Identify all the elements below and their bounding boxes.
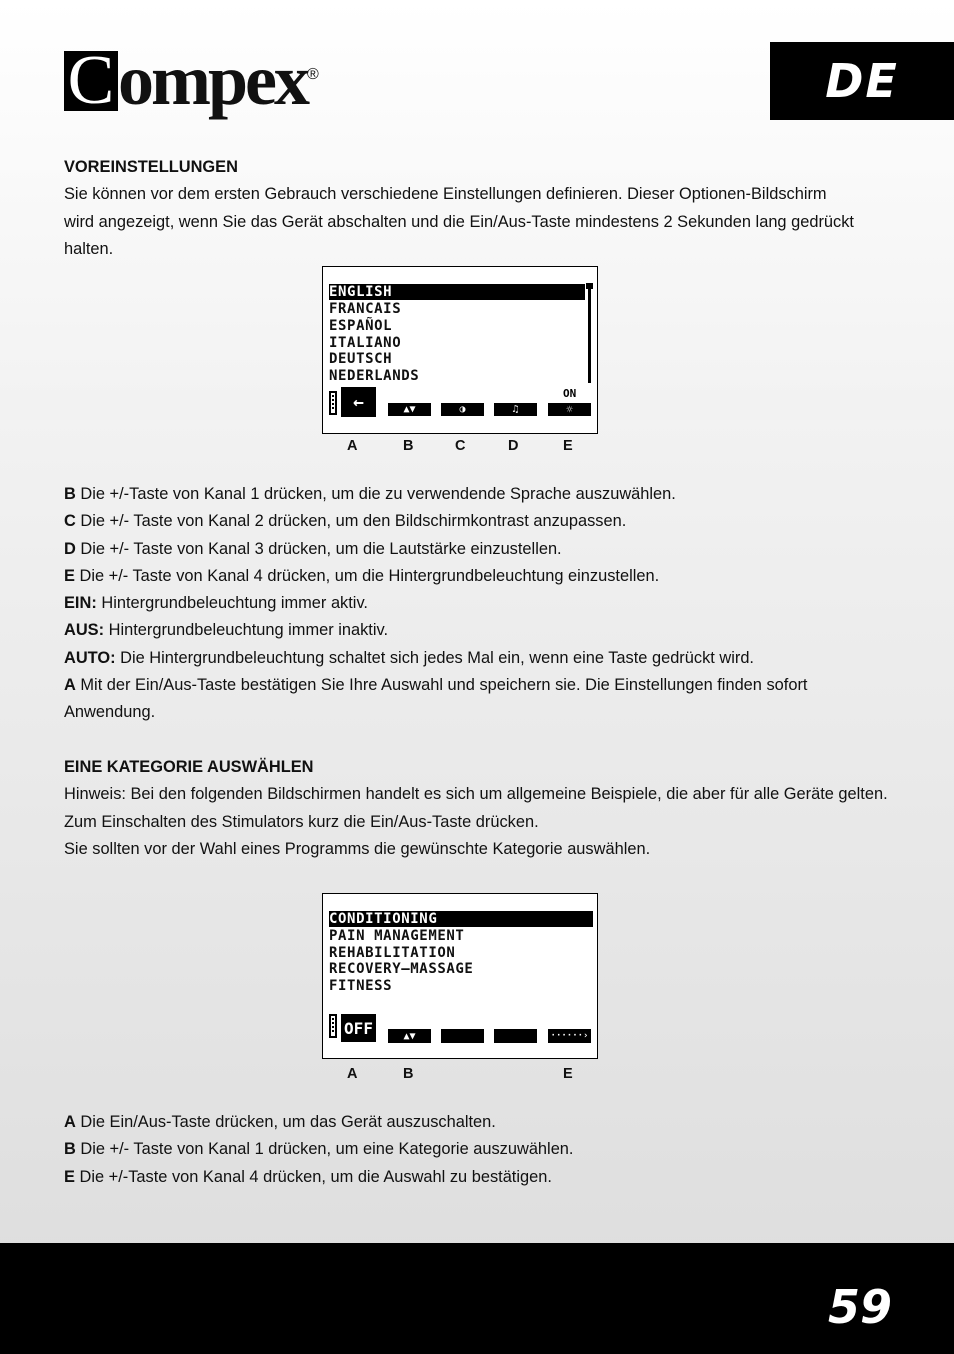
backlight-icon: ☼ bbox=[548, 403, 591, 416]
key-letter: C bbox=[455, 438, 466, 454]
section-preset-keys bbox=[64, 481, 894, 727]
paragraph-line: Sie sollten vor der Wahl eines Programms die gewünschte Kategorie auswählen. bbox=[64, 839, 651, 858]
key-description: E Die +/-Taste von Kanal 4 drücken, um die Auswahl zu bestätigen. bbox=[64, 1167, 552, 1186]
key-description: Anwendung. bbox=[64, 703, 156, 722]
key-description: A Die Ein/Aus-Taste drücken, um das Gerät auszuschalten. bbox=[64, 1113, 496, 1131]
key-letter: B bbox=[403, 1066, 414, 1082]
key-description: AUTO: Die Hintergrundbeleuchtung schaltet sich jedes Mal ein, wenn eine Taste gedrückt wird. bbox=[64, 648, 754, 667]
menu-item: NEDERLANDS bbox=[329, 368, 420, 384]
section-heading: EINE KATEGORIE AUSWÄHLEN bbox=[64, 758, 314, 776]
menu-item: ITALIANO bbox=[329, 335, 402, 351]
battery-icon bbox=[329, 1014, 337, 1038]
menu-item: RECOVERY–MASSAGE bbox=[329, 961, 474, 977]
key-letter: A bbox=[347, 438, 358, 454]
device-screen-category bbox=[322, 893, 598, 1059]
key-description: A Mit der Ein/Aus-Taste bestätigen Sie Ihre Auswahl und speichern sie. Die Einstellungen finden sofort bbox=[64, 676, 808, 695]
footer-bar bbox=[0, 1243, 954, 1354]
logo-wordmark: ompex bbox=[118, 40, 307, 120]
registered-mark: ® bbox=[306, 66, 319, 83]
backlight-state-label: ON bbox=[563, 387, 577, 400]
arrow-right-icon: ······› bbox=[548, 1029, 591, 1043]
power-off-key: OFF bbox=[341, 1014, 376, 1042]
key-letter: E bbox=[563, 438, 573, 454]
key-description: D Die +/- Taste von Kanal 3 drücken, um die Lautstärke einzustellen. bbox=[64, 539, 562, 558]
key-description: C Die +/- Taste von Kanal 2 drücken, um den Bildschirmkontrast anzupassen. bbox=[64, 512, 627, 531]
menu-item: FRANCAIS bbox=[329, 301, 402, 317]
menu-item: ESPAÑOL bbox=[329, 318, 393, 334]
scrollbar-track bbox=[588, 285, 591, 383]
arrow-left-icon: ← bbox=[341, 387, 376, 417]
logo-letter-c: C bbox=[64, 51, 118, 111]
paragraph-line: wird angezeigt, wenn Sie das Gerät abschalten und die Ein/Aus-Taste mindestens 2 Sekunden lang gedrückt bbox=[64, 212, 854, 231]
menu-item: FITNESS bbox=[329, 978, 393, 994]
key-letter: E bbox=[563, 1066, 573, 1082]
up-down-arrows-icon: ▲▼ bbox=[388, 403, 431, 416]
key-letter: A bbox=[347, 1066, 358, 1082]
blank-function-key bbox=[441, 1029, 484, 1043]
menu-item: REHABILITATION bbox=[329, 945, 456, 961]
key-letter: B bbox=[403, 438, 414, 454]
key-description: AUS: Hintergrundbeleuchtung immer inaktiv. bbox=[64, 621, 389, 640]
key-description: EIN: Hintergrundbeleuchtung immer aktiv. bbox=[64, 594, 368, 613]
compex-logo bbox=[64, 40, 319, 124]
paragraph-line: Hinweis: Bei den folgenden Bildschirmen handelt es sich um allgemeine Beispiele, die aber für alle Geräte gelten. bbox=[64, 785, 888, 804]
section-heading: VOREINSTELLUNGEN bbox=[64, 158, 238, 176]
blank-function-key bbox=[494, 1029, 537, 1043]
section-preset-intro bbox=[64, 154, 894, 263]
contrast-icon: ◑ bbox=[441, 403, 484, 416]
paragraph-line: halten. bbox=[64, 239, 114, 258]
paragraph-line: Sie können vor dem ersten Gebrauch verschiedene Einstellungen definieren. Dieser Optionen-Bildschirm bbox=[64, 185, 827, 204]
section-category-keys bbox=[64, 1109, 894, 1191]
menu-item-selected: CONDITIONING bbox=[329, 911, 593, 927]
volume-music-icon: ♫ bbox=[494, 403, 537, 416]
device-screen-language bbox=[322, 266, 598, 434]
paragraph-line: Zum Einschalten des Stimulators kurz die Ein/Aus-Taste drücken. bbox=[64, 812, 539, 831]
page-number: 59 bbox=[827, 1280, 892, 1334]
menu-item: PAIN MANAGEMENT bbox=[329, 928, 465, 944]
key-description: E Die +/- Taste von Kanal 4 drücken, um die Hintergrundbeleuchtung einzustellen. bbox=[64, 566, 660, 585]
battery-icon bbox=[329, 391, 337, 415]
menu-item: DEUTSCH bbox=[329, 351, 393, 367]
menu-item-selected: ENGLISH bbox=[329, 284, 585, 300]
key-description: B Die +/-Taste von Kanal 1 drücken, um die zu verwendende Sprache auszuwählen. bbox=[64, 485, 676, 503]
key-description: B Die +/- Taste von Kanal 1 drücken, um eine Kategorie auszuwählen. bbox=[64, 1140, 574, 1159]
language-badge: DE bbox=[770, 42, 954, 120]
up-down-arrows-icon: ▲▼ bbox=[388, 1029, 431, 1043]
key-letter: D bbox=[508, 438, 519, 454]
section-category-intro bbox=[64, 754, 894, 863]
